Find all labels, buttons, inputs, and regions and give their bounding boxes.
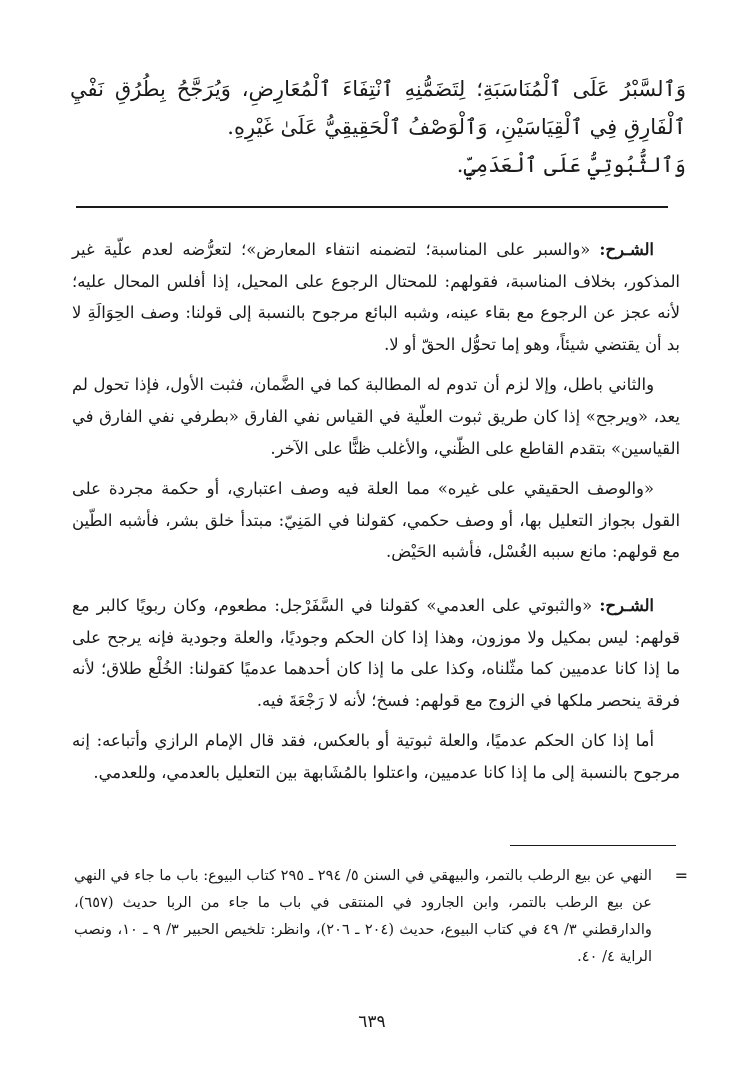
section-divider <box>76 206 668 208</box>
commentary-paragraph <box>72 590 680 716</box>
commentary-text: «والسبر على المناسبة؛ لتضمنه انتفاء المعارض»؛ لتعرُّضه لعدم علّية غير المذكور، بخلاف المناسبة، فقولهم: للمحتال الرجوع على المحيل، إذا أفلس المحال عليه؛ لأنه عجز عن الرجوع مع بقاء عينه، وشبه البائع مرجوح بالنسبة إلى قولنا: وصف الحِوَالَةِ لا بد أن يقتضي شيئاً، وهو إما تحوُّل الحقّ أو لا. <box>72 240 680 354</box>
commentary-lead: الشـرح: <box>599 240 654 259</box>
commentary-block <box>72 234 680 798</box>
matn-line: وَٱلثُّبُوتِيُّ عَلَى ٱلْعَدَمِيِّ. <box>456 153 686 177</box>
commentary-paragraph <box>72 473 680 568</box>
commentary-paragraph <box>72 725 680 788</box>
footnote-continuation-marker: = <box>674 866 688 885</box>
commentary-text: أما إذا كان الحكم عدميًا، والعلة ثبوتية أو بالعكس، فقد قال الإمام الرازي وأتباعه: إنه مرجوح بالنسبة إلى ما إذا كانا عدميين، واعتلوا بالمُشَابهة بين التعليل بالعدمي، وللعدمي. <box>72 731 680 782</box>
matn-text-block <box>70 70 686 184</box>
footnote-divider <box>510 845 676 846</box>
commentary-text: «والثبوتي على العدمي» كقولنا في السَّفَرْجل: مطعوم، وكان ربويًا كالبر مع قولهم: ليس بمكيل ولا موزون، وهذا إذا كان الحكم وجوديًا، والعلة وجودية فإنه يرجح على ما إذا كانا عدميين كما مثّلناه، وكذا على ما إذا كان أحدهما عدميًا كقولنا: الخُلْع طلاق؛ لأنه فرقة ينحصر ملكها في الزوج مع قولهم: فسخ؛ لأنه لا رَجْعَةَ فيه. <box>72 595 680 710</box>
commentary-text: والثاني باطل، وإلا لزم أن تدوم له المطالبة كما في الضَّمان، فثبت الأول، فإذا تحول لم يعد، «ويرجح» إذا كان طريق ثبوت العلّية في القياس نفي الفارق «بطرفي نفي الفارق في القياسين» بتقدم القاطع على الظّني، والأغلب ظنًّا على الآخر. <box>72 375 680 458</box>
matn-line: وَٱلسَّبْرُ عَلَى ٱلْمُنَاسَبَةِ؛ لِتَضَمُّنِهِ ٱنْتِفَاءَ ٱلْمُعَارِضِ، وَيُرَجَّحُ بِطُرُقِ نَفْيِ ٱلْفَارِقِ فِي ٱلْقِيَاسَيْنِ، وَٱلْوَصْفُ ٱلْحَقِيقِيُّ عَلَىٰ غَيْرِهِ. <box>70 77 686 139</box>
commentary-paragraph <box>72 369 680 464</box>
footnote-text: النهي عن بيع الرطب بالتمر، والبيهقي في السنن ٥/ ٢٩٤ ـ ٢٩٥ كتاب البيوع: باب ما جاء في النهي عن بيع الرطب بالتمر، وابن الجارود في المنتقى في باب ما جاء من الربا حديث (٦٥٧)، والدارقطني ٣/ ٤٩ في كتاب البيوع، حديث (٢٠٤ ـ ٢٠٦)، وانظر: تلخيص الحبير ٣/ ٩ ـ ١٠، ونصب الراية ٤/ ٤٠. <box>74 867 652 965</box>
commentary-paragraph <box>72 234 680 360</box>
page-number: ٦٣٩ <box>358 1012 386 1032</box>
commentary-lead: الشـرح: <box>599 595 654 615</box>
commentary-text: «والوصف الحقيقي على غيره» مما العلة فيه وصف اعتباري، أو حكمة مجردة على القول بجواز التعليل بها، أو وصف حكمي، كقولنا في المَنِيّ: مبتدأ خلق بشر، فأشبه الطّين مع قولهم: مانع سببه الغُسْل، فأشبه الحَيْض. <box>72 479 680 562</box>
